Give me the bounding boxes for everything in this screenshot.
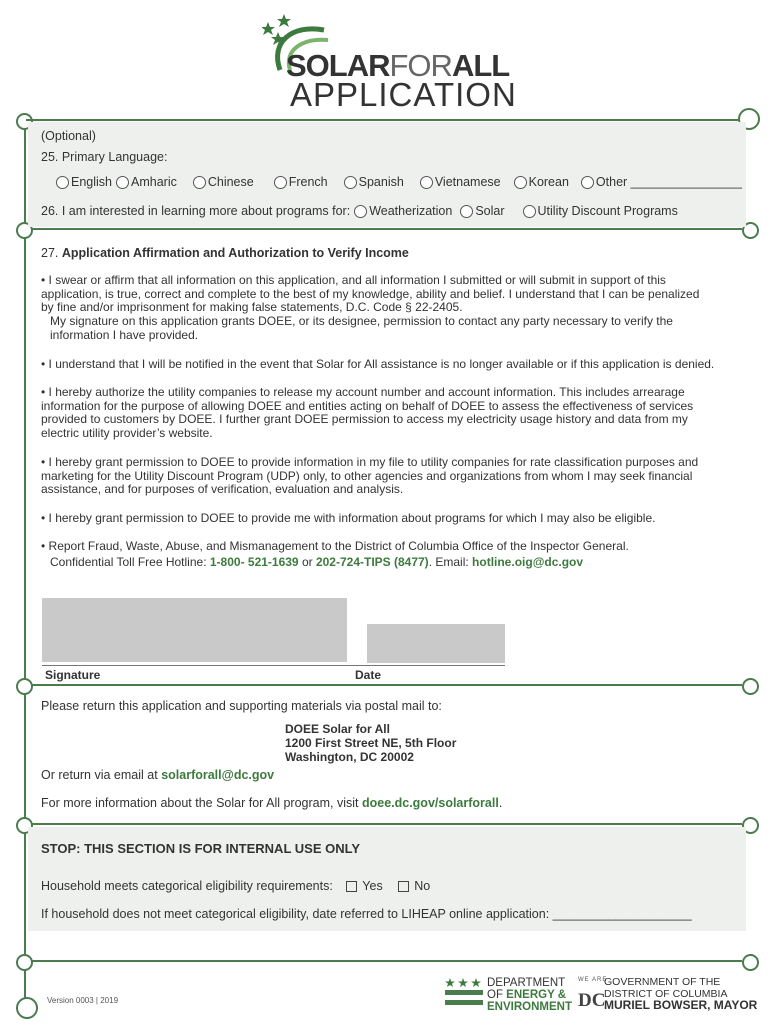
language-option-amharic[interactable]: Amharic bbox=[116, 175, 177, 189]
program-option-solar[interactable]: Solar bbox=[460, 204, 504, 218]
radio-icon[interactable] bbox=[56, 176, 69, 189]
language-option-english[interactable]: English bbox=[56, 175, 112, 189]
section-divider bbox=[26, 684, 742, 686]
affirmation-bullet: • I hereby authorize the utility companies to release my account number and account information. This includes arrearage information for the purpose of allowing DOEE and entities acting on behalf of DOEE to assess the effectiveness of services provided to customers by DOEE. I further grant DOEE permission to access my electricity usage history and data from my electric utility provider’s website. bbox=[41, 385, 694, 441]
radio-icon[interactable] bbox=[420, 176, 433, 189]
section-divider bbox=[26, 960, 742, 962]
program-option-utility-discount[interactable]: Utility Discount Programs bbox=[523, 204, 678, 218]
frame-ring-icon bbox=[16, 997, 38, 1019]
language-option-french[interactable]: French bbox=[274, 175, 328, 189]
frame-left-line bbox=[24, 125, 26, 1005]
checkbox-icon[interactable] bbox=[346, 881, 357, 892]
q26-row bbox=[41, 204, 678, 218]
eligibility-yes-option[interactable]: Yes bbox=[346, 879, 382, 893]
section-divider bbox=[26, 119, 742, 121]
q27-heading: 27. Application Affirmation and Authorization to Verify Income bbox=[41, 246, 409, 260]
affirmation-bullet: • I hereby grant permission to DOEE to provide information in my file to utility companies for rate classification purposes and marketing for the Utility Discount Program (UDP) only, to other agencies and organizations from whom I may seek financial assistance, and for purposes of verification, evaluation and analysis. bbox=[41, 455, 699, 497]
affirmation-bullet: • I swear or affirm that all information on this application, and all information I submitted or will submit in support of this application, is true, correct and complete to the best of my knowledge, ability and belief. I understand that I can be penalized by fine and/or imprisonment for making false statements, D.C. Code § 22-2405. My signature on this application grants DOEE, or its designee, permission to contact any party necessary to verify the information I have provided. bbox=[41, 273, 700, 342]
affirmation-bullet: • Report Fraud, Waste, Abuse, and Mismanagement to the District of Columbia Office of the Inspector General. bbox=[41, 539, 629, 553]
signature-field[interactable] bbox=[42, 598, 347, 662]
hotline-email-link[interactable]: hotline.oig@dc.gov bbox=[472, 555, 584, 569]
flag-bar-icon bbox=[445, 1000, 483, 1005]
radio-icon[interactable] bbox=[344, 176, 357, 189]
affirmation-bullet: • I understand that I will be notified in the event that Solar for All assistance is no longer available or if this application is denied. bbox=[41, 357, 715, 371]
affirmation-bullet: • I hereby grant permission to DOEE to provide me with information about programs for which I may also be eligible. bbox=[41, 511, 656, 525]
signature-grant-text: My signature on this application grants DOEE, or its designee, permission to contact any party necessary to verify the information I have provided. bbox=[50, 314, 673, 342]
q27-title: Application Affirmation and Authorization to Verify Income bbox=[61, 246, 409, 260]
radio-icon[interactable] bbox=[116, 176, 129, 189]
optional-label: (Optional) bbox=[41, 129, 96, 143]
program-option-weatherization[interactable]: Weatherization bbox=[354, 204, 452, 218]
page-title: APPLICATION bbox=[290, 76, 517, 113]
eligibility-no-option[interactable]: No bbox=[398, 879, 430, 893]
mailing-address: DOEE Solar for All 1200 First Street NE, 5th Floor Washington, DC 20002 bbox=[285, 722, 457, 764]
frame-ring-icon bbox=[742, 954, 759, 971]
radio-icon[interactable] bbox=[354, 205, 367, 218]
date-field[interactable] bbox=[367, 624, 505, 663]
radio-icon[interactable] bbox=[274, 176, 287, 189]
other-language-blank[interactable]: ________________ bbox=[630, 175, 742, 189]
radio-icon[interactable] bbox=[581, 176, 594, 189]
date-label: Date bbox=[355, 668, 382, 682]
solarforall-email-link[interactable]: solarforall@dc.gov bbox=[161, 768, 275, 782]
language-option-spanish[interactable]: Spanish bbox=[344, 175, 404, 189]
checkbox-icon[interactable] bbox=[398, 881, 409, 892]
logo-title: SOLARFORALL bbox=[286, 48, 510, 83]
hotline-line: Confidential Toll Free Hotline: 1-800- 521-1639 or 202-724-TIPS (8477). Email: hotline.oig@dc.gov bbox=[50, 555, 584, 569]
dc-mark: DC bbox=[578, 990, 606, 1011]
liheap-date-blank[interactable]: ____________________ bbox=[552, 907, 692, 921]
radio-icon[interactable] bbox=[523, 205, 536, 218]
version-text: Version 0003 | 2019 bbox=[47, 996, 119, 1005]
radio-icon[interactable] bbox=[460, 205, 473, 218]
language-option-vietnamese[interactable]: Vietnamese bbox=[420, 175, 501, 189]
language-option-other[interactable]: Other ________________ bbox=[581, 175, 742, 189]
q25-label: 25. Primary Language: bbox=[41, 150, 168, 164]
language-option-korean[interactable]: Korean bbox=[514, 175, 569, 189]
internal-use-title: STOP: THIS SECTION IS FOR INTERNAL USE ONLY bbox=[41, 841, 361, 856]
signature-label: Signature bbox=[45, 668, 101, 682]
section-divider bbox=[26, 823, 742, 825]
hotline-phone-2[interactable]: 202-724-TIPS (8477) bbox=[315, 555, 429, 569]
section-divider bbox=[26, 228, 742, 230]
stars-icon bbox=[445, 978, 485, 988]
signature-underline bbox=[42, 665, 505, 666]
q26-label: 26. I am interested in learning more about programs for: bbox=[41, 204, 351, 219]
frame-ring-icon bbox=[742, 678, 759, 695]
eligibility-row: Household meets categorical eligibility requirements: Yes No bbox=[41, 879, 431, 893]
radio-icon[interactable] bbox=[514, 176, 527, 189]
frame-ring-icon bbox=[16, 954, 33, 971]
dc-government-logo: WE ARE DC GOVERNMENT OF THE DISTRICT OF COLUMBIA MURIEL BOWSER, MAYOR bbox=[578, 976, 758, 1012]
frame-ring-icon bbox=[16, 678, 33, 695]
doee-logo: DEPARTMENT OF ENERGY & ENVIRONMENT bbox=[445, 977, 565, 1013]
more-info-line: For more information about the Solar for All program, visit doee.dc.gov/solarforall. bbox=[41, 796, 503, 810]
language-option-chinese[interactable]: Chinese bbox=[193, 175, 254, 189]
flag-bar-icon bbox=[445, 990, 483, 995]
email-return-line: Or return via email at solarforall@dc.gov bbox=[41, 768, 275, 782]
radio-icon[interactable] bbox=[193, 176, 206, 189]
mail-intro: Please return this application and supporting materials via postal mail to: bbox=[41, 699, 442, 713]
hotline-phone-1[interactable]: 1-800- 521-1639 bbox=[209, 555, 299, 569]
language-options bbox=[56, 175, 742, 189]
solarforall-website-link[interactable]: doee.dc.gov/solarforall bbox=[361, 796, 499, 810]
liheap-row: If household does not meet categorical eligibility, date referred to LIHEAP online application: ____________________ bbox=[41, 907, 692, 921]
